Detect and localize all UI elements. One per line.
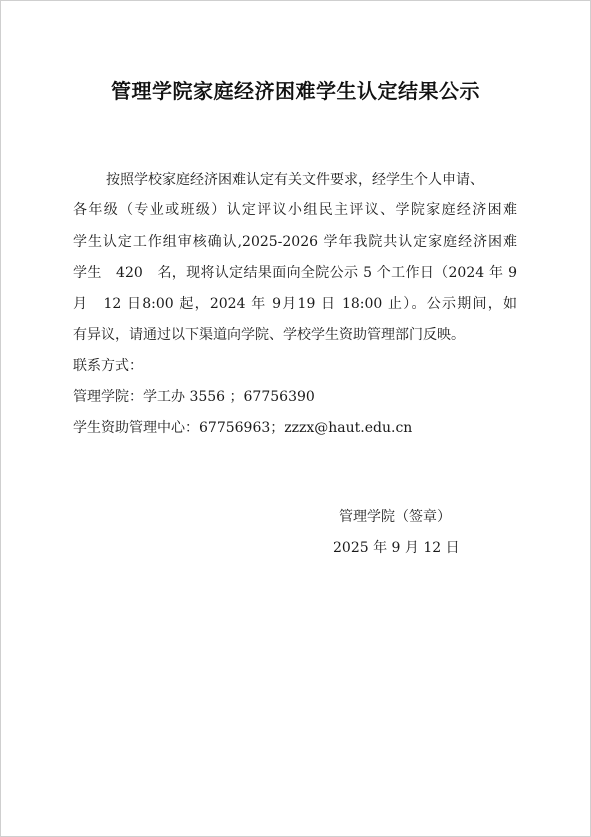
signature-org: 管理学院（签章） bbox=[339, 509, 451, 525]
body-line-4: 学生 420 名，现将认定结果面向全院公示 5 个工作日（2024 年 9 bbox=[73, 265, 517, 281]
body-line-3: 学生认定工作组审核确认,2025-2026 学年我院共认定家庭经济困难 bbox=[73, 234, 517, 250]
contact-heading: 联系方式： bbox=[73, 358, 143, 374]
body-line-6: 有异议，请通过以下渠道向学院、学校学生资助管理部门反映。 bbox=[73, 327, 465, 343]
contact-line-center: 学生资助管理中心：67756963；zzzx@haut.edu.cn bbox=[73, 420, 413, 436]
signature-date: 2025 年 9 月 12 日 bbox=[333, 540, 460, 556]
body-line-1: 按照学校家庭经济困难认定有关文件要求，经学生个人申请、 bbox=[106, 172, 484, 188]
body-line-2: 各年级（专业或班级）认定评议小组民主评议、学院家庭经济困难 bbox=[73, 202, 517, 218]
document-title: 管理学院家庭经济困难学生认定结果公示 bbox=[111, 79, 480, 103]
contact-line-college: 管理学院：学工办 3556 ；67756390 bbox=[73, 389, 315, 405]
body-line-5: 月 12 日8:00 起，2024 年 9月19 日 18:00 止）。公示期间，如 bbox=[73, 296, 517, 312]
